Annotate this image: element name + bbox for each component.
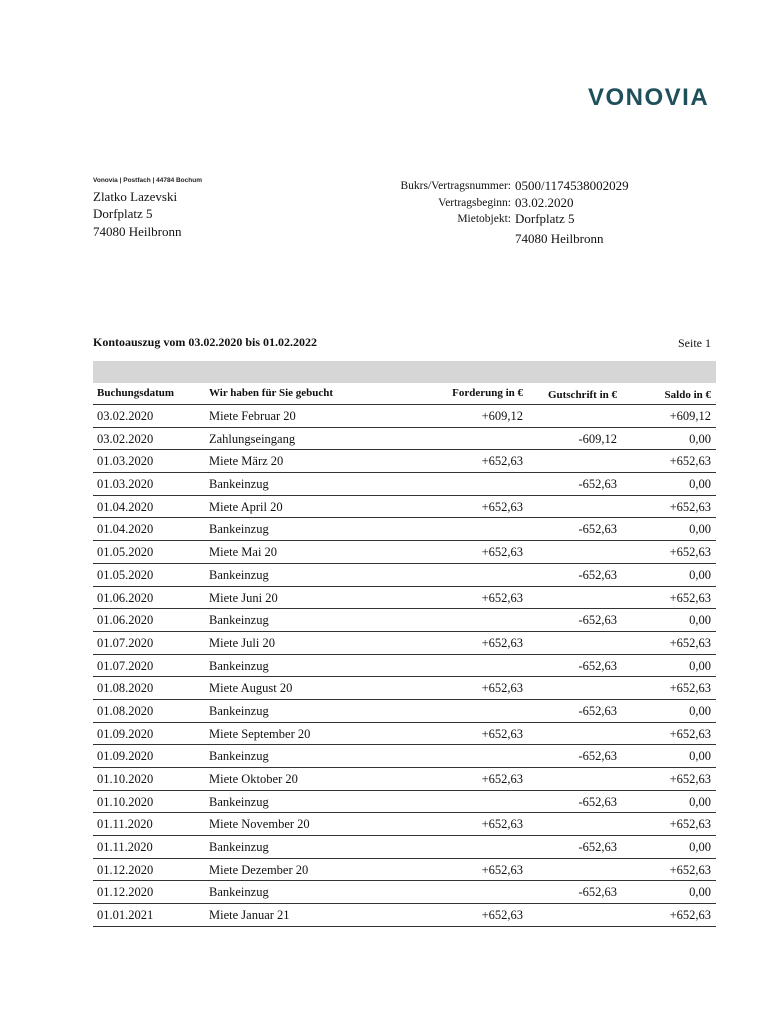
cell-saldo: 0,00 [689,703,711,718]
cell-date: 01.09.2020 [97,726,154,741]
cell-date: 01.12.2020 [97,885,154,900]
cell-date: 01.07.2020 [97,635,154,650]
cell-date: 01.08.2020 [97,681,154,696]
contract-start-date: 03.02.2020 [515,195,574,210]
cell-saldo: +652,63 [669,772,711,786]
cell-saldo: +609,12 [669,409,711,423]
cell-description: Bankeinzug [209,794,269,809]
cell-saldo: 0,00 [689,658,711,673]
cell-saldo: +652,63 [669,499,711,514]
table-row [93,609,716,632]
cell-forderung: +652,63 [481,908,523,923]
table-row [93,473,716,496]
cell-forderung: +652,63 [481,454,523,469]
cell-forderung: +652,63 [481,772,523,786]
cell-date: 03.02.2020 [97,409,154,423]
table-row [93,768,716,791]
recipient-city: 74080 Heilbronn [93,224,182,239]
cell-date: 03.02.2020 [97,431,154,446]
header-description: Wir haben für Sie gebucht [209,387,334,399]
cell-date: 01.10.2020 [97,794,154,809]
cell-saldo: +652,63 [669,590,711,605]
cell-saldo: +652,63 [669,635,711,650]
cell-description: Miete Juni 20 [209,590,278,605]
cell-forderung: +652,63 [481,635,523,650]
cell-gutschrift: -652,63 [578,794,617,809]
cell-date: 01.07.2020 [97,658,154,673]
table-row [93,723,716,746]
sender-line: Vonovia | Postfach | 44784 Bochum [93,177,202,184]
cell-saldo: 0,00 [689,522,711,537]
cell-date: 01.10.2020 [97,772,154,786]
cell-saldo: 0,00 [689,567,711,582]
table-row [93,655,716,678]
table-row [93,450,716,473]
cell-gutschrift: -652,63 [578,703,617,718]
table-row [93,564,716,587]
cell-saldo: 0,00 [689,885,711,900]
cell-description: Bankeinzug [209,885,269,900]
header-gutschrift: Gutschrift in € [547,389,617,401]
table-row [93,541,716,564]
cell-saldo: 0,00 [689,477,711,492]
table-header-row [93,383,716,405]
cell-forderung: +609,12 [481,409,523,423]
cell-description: Bankeinzug [209,658,269,673]
cell-date: 01.01.2021 [97,908,154,923]
cell-forderung: +652,63 [481,590,523,605]
cell-description: Miete Dezember 20 [209,862,309,877]
cell-description: Miete Januar 21 [209,908,290,923]
cell-saldo: +652,63 [669,817,711,832]
cell-date: 01.04.2020 [97,499,154,514]
cell-saldo: +652,63 [669,681,711,696]
cell-description: Bankeinzug [209,749,269,764]
cell-description: Bankeinzug [209,477,269,492]
cell-description: Bankeinzug [209,840,269,855]
cell-description: Miete März 20 [209,454,284,469]
table-row [93,428,716,451]
table-row [93,859,716,882]
cell-description: Bankeinzug [209,522,269,537]
contract-start-label: Vertragsbeginn: [438,197,511,209]
table-row [93,677,716,700]
statement-title: Kontoauszug vom 03.02.2020 bis 01.02.2022 [93,335,318,349]
cell-saldo: 0,00 [689,794,711,809]
cell-forderung: +652,63 [481,862,523,877]
table-row [93,496,716,519]
cell-gutschrift: -652,63 [578,477,617,492]
cell-description: Miete Juli 20 [209,635,275,650]
cell-saldo: +652,63 [669,545,711,560]
table-row [93,632,716,655]
cell-forderung: +652,63 [481,681,523,696]
cell-saldo: +652,63 [669,726,711,741]
cell-description: Miete September 20 [209,726,311,741]
recipient-name: Zlatko Lazevski [93,189,178,204]
cell-date: 01.06.2020 [97,590,154,605]
cell-date: 01.12.2020 [97,862,154,877]
cell-saldo: +652,63 [669,862,711,877]
cell-date: 01.09.2020 [97,749,154,764]
cell-gutschrift: -652,63 [578,658,617,673]
page-number: Seite 1 [678,336,711,350]
header-saldo: Saldo in € [664,389,711,401]
cell-saldo: +652,63 [669,908,711,923]
cell-description: Miete November 20 [209,817,310,832]
rental-object-city: 74080 Heilbronn [515,231,604,246]
cell-date: 01.06.2020 [97,613,154,628]
table-header-band [93,361,716,383]
cell-date: 01.03.2020 [97,477,154,492]
table-row [93,881,716,904]
cell-gutschrift: -652,63 [578,613,617,628]
cell-description: Miete August 20 [209,681,293,696]
table-row [93,700,716,723]
rental-object-street: Dorfplatz 5 [515,211,575,226]
cell-forderung: +652,63 [481,545,523,560]
cell-date: 01.11.2020 [97,817,153,832]
cell-description: Bankeinzug [209,567,269,582]
cell-saldo: 0,00 [689,840,711,855]
cell-gutschrift: -652,63 [578,567,617,582]
cell-date: 01.04.2020 [97,522,154,537]
table-row [93,518,716,541]
cell-date: 01.03.2020 [97,454,154,469]
contract-number: 0500/1174538002029 [515,178,629,193]
cell-date: 01.05.2020 [97,567,154,582]
cell-gutschrift: -652,63 [578,749,617,764]
rental-object-label: Mietobjekt: [457,213,511,225]
table-row [93,745,716,768]
cell-date: 01.05.2020 [97,545,154,560]
cell-gutschrift: -652,63 [578,522,617,537]
table-row [93,587,716,610]
cell-description: Zahlungseingang [209,431,296,446]
cell-date: 01.11.2020 [97,840,153,855]
cell-gutschrift: -652,63 [578,885,617,900]
recipient-street: Dorfplatz 5 [93,206,153,221]
table-row [93,836,716,859]
cell-saldo: 0,00 [689,431,711,446]
vonovia-logo: VONOVIA [588,84,710,111]
cell-forderung: +652,63 [481,499,523,514]
cell-description: Miete Mai 20 [209,545,278,560]
header-date: Buchungsdatum [97,387,175,399]
table-row [93,405,716,428]
table-row [93,904,716,927]
cell-saldo: +652,63 [669,454,711,469]
cell-description: Miete Oktober 20 [209,772,298,786]
contract-number-label: Bukrs/Vertragsnummer: [400,180,511,192]
cell-description: Bankeinzug [209,613,269,628]
cell-saldo: 0,00 [689,613,711,628]
cell-description: Miete April 20 [209,499,283,514]
cell-saldo: 0,00 [689,749,711,764]
cell-description: Miete Februar 20 [209,409,296,423]
cell-gutschrift: -609,12 [578,431,617,446]
table-row [93,813,716,836]
table-row [93,791,716,814]
cell-date: 01.08.2020 [97,703,154,718]
cell-forderung: +652,63 [481,817,523,832]
account-statement-table [93,383,716,927]
cell-description: Bankeinzug [209,703,269,718]
header-forderung: Forderung in € [452,387,523,399]
cell-forderung: +652,63 [481,726,523,741]
cell-gutschrift: -652,63 [578,840,617,855]
